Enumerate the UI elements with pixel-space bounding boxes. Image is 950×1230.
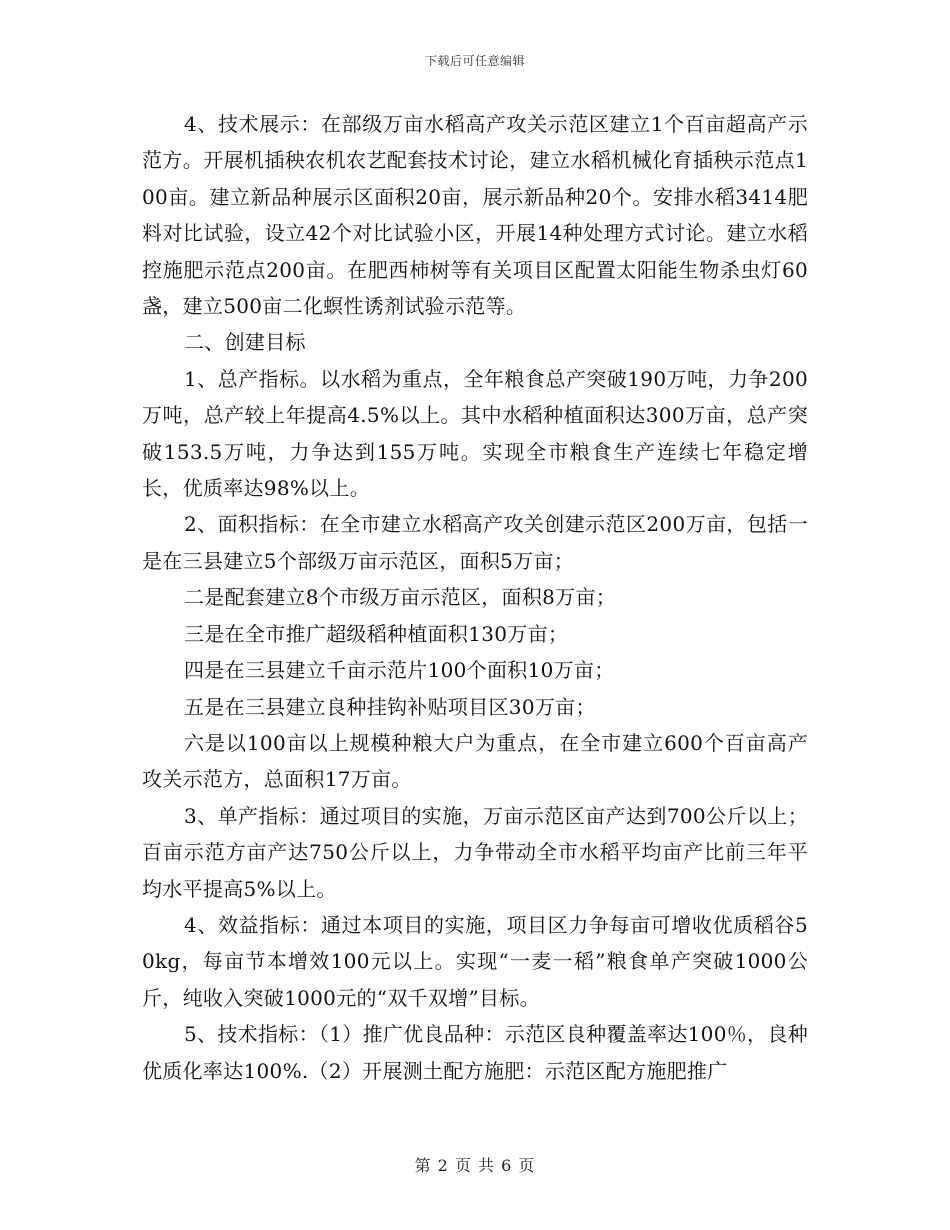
list-item-area-6: 六是以100亩以上规模种粮大户为重点，在全市建立600个百亩高产攻关示范方，总面积17万亩。 bbox=[142, 730, 808, 792]
list-item-area-5: 五是在三县建立良种挂钩补贴项目区30万亩； bbox=[184, 694, 596, 719]
page-header: 下载后可任意编辑 bbox=[424, 54, 525, 68]
paragraph-area-indicator: 2、面积指标：在全市建立水稻高产攻关创建示范区200万亩，包括一是在三县建立5个部级万亩示范区，面积5万亩； bbox=[142, 512, 808, 573]
list-item-area-3: 三是在全市推广超级稻种植面积130万亩； bbox=[184, 621, 569, 646]
paragraph-total-output: 1、总产指标。以水稻为重点，全年粮食总产突破190万吨，力争200万吨，总产较上年提高4.5%以上。其中水稻种植面积达300万亩，总产突破153.5万吨，力争达到155万吨。实现全市粮食生产连续七年稳定增长，优质率达98%以上。 bbox=[142, 366, 808, 501]
paragraph-benefit-indicator: 4、效益指标：通过本项目的实施，项目区力争每亩可增收优质稻谷50kg，每亩节本增效100元以上。实现“一麦一稻”粮食单产突破1000公斤，纯收入突破1000元的“双千双增”目标。 bbox=[142, 912, 808, 1010]
paragraph-yield-indicator: 3、单产指标：通过项目的实施，万亩示范区亩产达到700公斤以上；百亩示范方亩产达750公斤以上，力争带动全市水稻平均亩产比前三年平均水平提高5%以上。 bbox=[142, 803, 808, 901]
document-body bbox=[142, 106, 808, 1089]
section-heading-goals: 二、创建目标 bbox=[184, 330, 306, 355]
paragraph-technical-indicator: 5、技术指标：（1）推广优良品种：示范区良种覆盖率达100％，良种优质化率达100%.（2）开展测土配方施肥：示范区配方施肥推广 bbox=[142, 1022, 808, 1083]
list-item-area-4: 四是在三县建立千亩示范片100个面积10万亩； bbox=[184, 658, 615, 683]
page-footer: 第 2 页 共 6 页 bbox=[414, 1156, 536, 1175]
paragraph-tech-demo: 4、技术展示：在部级万亩水稻高产攻关示范区建立1个百亩超高产示范方。开展机插秧农机农艺配套技术讨论，建立水稻机械化育插秧示范点100亩。建立新品种展示区面积20亩，展示新品种20个。安排水稻3414肥料对比试验，设立42个对比试验小区，开展14种处理方式讨论。建立水稻控施肥示范点200亩。在肥西柿树等有关项目区配置太阳能生物杀虫灯60盏，建立500亩二化螟性诱剂试验示范等。 bbox=[142, 112, 808, 319]
list-item-area-2: 二是配套建立8个市级万亩示范区，面积8万亩； bbox=[184, 585, 617, 610]
